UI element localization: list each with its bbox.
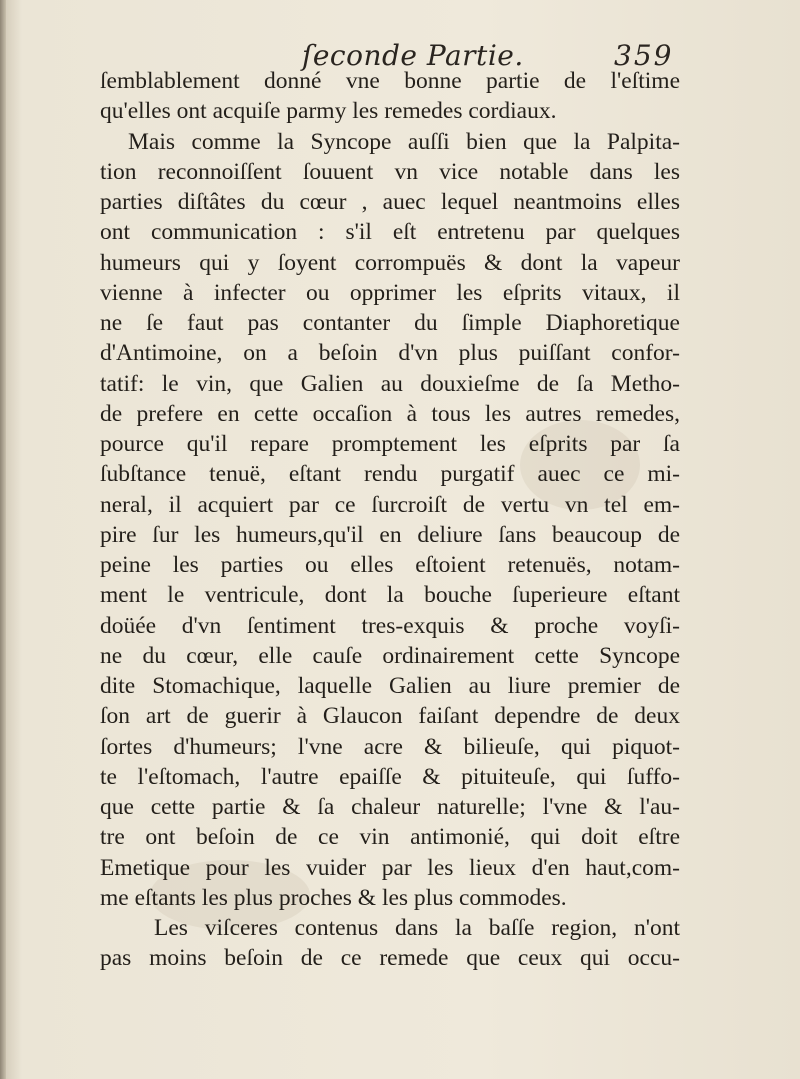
text-line: que cette partie & ſa chaleur naturelle; l'vne & l'au- xyxy=(100,794,680,820)
body-text xyxy=(100,66,680,974)
text-line: vienne à infecter ou opprimer les eſprits vitaux, il xyxy=(100,279,680,306)
text-line: ſemblablement donné vne bonne partie de l'eſtime xyxy=(100,68,680,94)
text-line: pas moins beſoin de ce remede que ceux qui occu- xyxy=(100,945,680,972)
text-line: humeurs qui y ſoyent corrompuës & dont la vapeur xyxy=(100,249,680,276)
text-line: me eſtants les plus proches & les plus commodes. xyxy=(100,884,567,911)
text-line: tatif: le vin, que Galien au douxieſme de ſa Metho- xyxy=(100,370,680,397)
text-line: peine les parties ou elles eſtoient retenuës, notam- xyxy=(100,552,680,578)
text-line: ment le ventricule, dont la bouche ſuperieure eſtant xyxy=(100,582,680,609)
text-line: d'Antimoine, on a beſoin d'vn plus puiſſant confor- xyxy=(100,340,680,367)
page-number: 359 xyxy=(614,39,674,72)
text-line: Mais comme la Syncope auſſi bien que la Palpita- xyxy=(128,128,680,155)
text-line: ont communication : s'il eſt entretenu par quelques xyxy=(100,219,680,246)
text-line: ſubſtance tenuë, eſtant rendu purgatif auec ce mi- xyxy=(100,461,680,488)
text-line: qu'elles ont acquiſe parmy les remedes cordiaux. xyxy=(100,98,557,125)
text-line: Les viſceres contenus dans la baſſe region, n'ont xyxy=(154,915,680,941)
text-line: Emetique pour les vuider par les lieux d'en haut,com- xyxy=(100,854,680,881)
text-line: pire ſur les humeurs,qu'il en deliure ſans beaucoup de xyxy=(100,521,680,548)
text-line: ne ſe faut pas contanter du ſimple Diaphoretique xyxy=(100,310,680,336)
text-line: ſon art de guerir à Glaucon faiſant dependre de deux xyxy=(100,703,680,730)
text-line: dite Stomachique, laquelle Galien au liure premier de xyxy=(100,673,680,699)
text-line: te l'eſtomach, l'autre epaiſſe & pituiteuſe, qui ſuffo- xyxy=(100,763,680,790)
text-line: pource qu'il repare promptement les eſprits par ſa xyxy=(100,431,680,457)
text-line: ſortes d'humeurs; l'vne acre & bilieuſe, qui piquot- xyxy=(100,733,680,760)
text-line: tion reconnoiſſent ſouuent vn vice notable dans les xyxy=(100,158,680,185)
text-line: parties diſtâtes du cœur , auec lequel neantmoins elles xyxy=(100,189,680,215)
text-line: ne du cœur, elle cauſe ordinairement cette Syncope xyxy=(100,642,680,669)
text-line: tre ont beſoin de ce vin antimonié, qui doit eſtre xyxy=(100,824,680,851)
text-line: neral, il acquiert par ce ſurcroiſt de vertu vn tel em- xyxy=(100,491,680,518)
text-line: doüée d'vn ſentiment tres-exquis & proche voyſi- xyxy=(100,612,680,639)
running-title: ſeconde Partie. xyxy=(302,39,524,72)
text-line: de prefere en cette occaſion à tous les autres remedes, xyxy=(100,400,680,427)
